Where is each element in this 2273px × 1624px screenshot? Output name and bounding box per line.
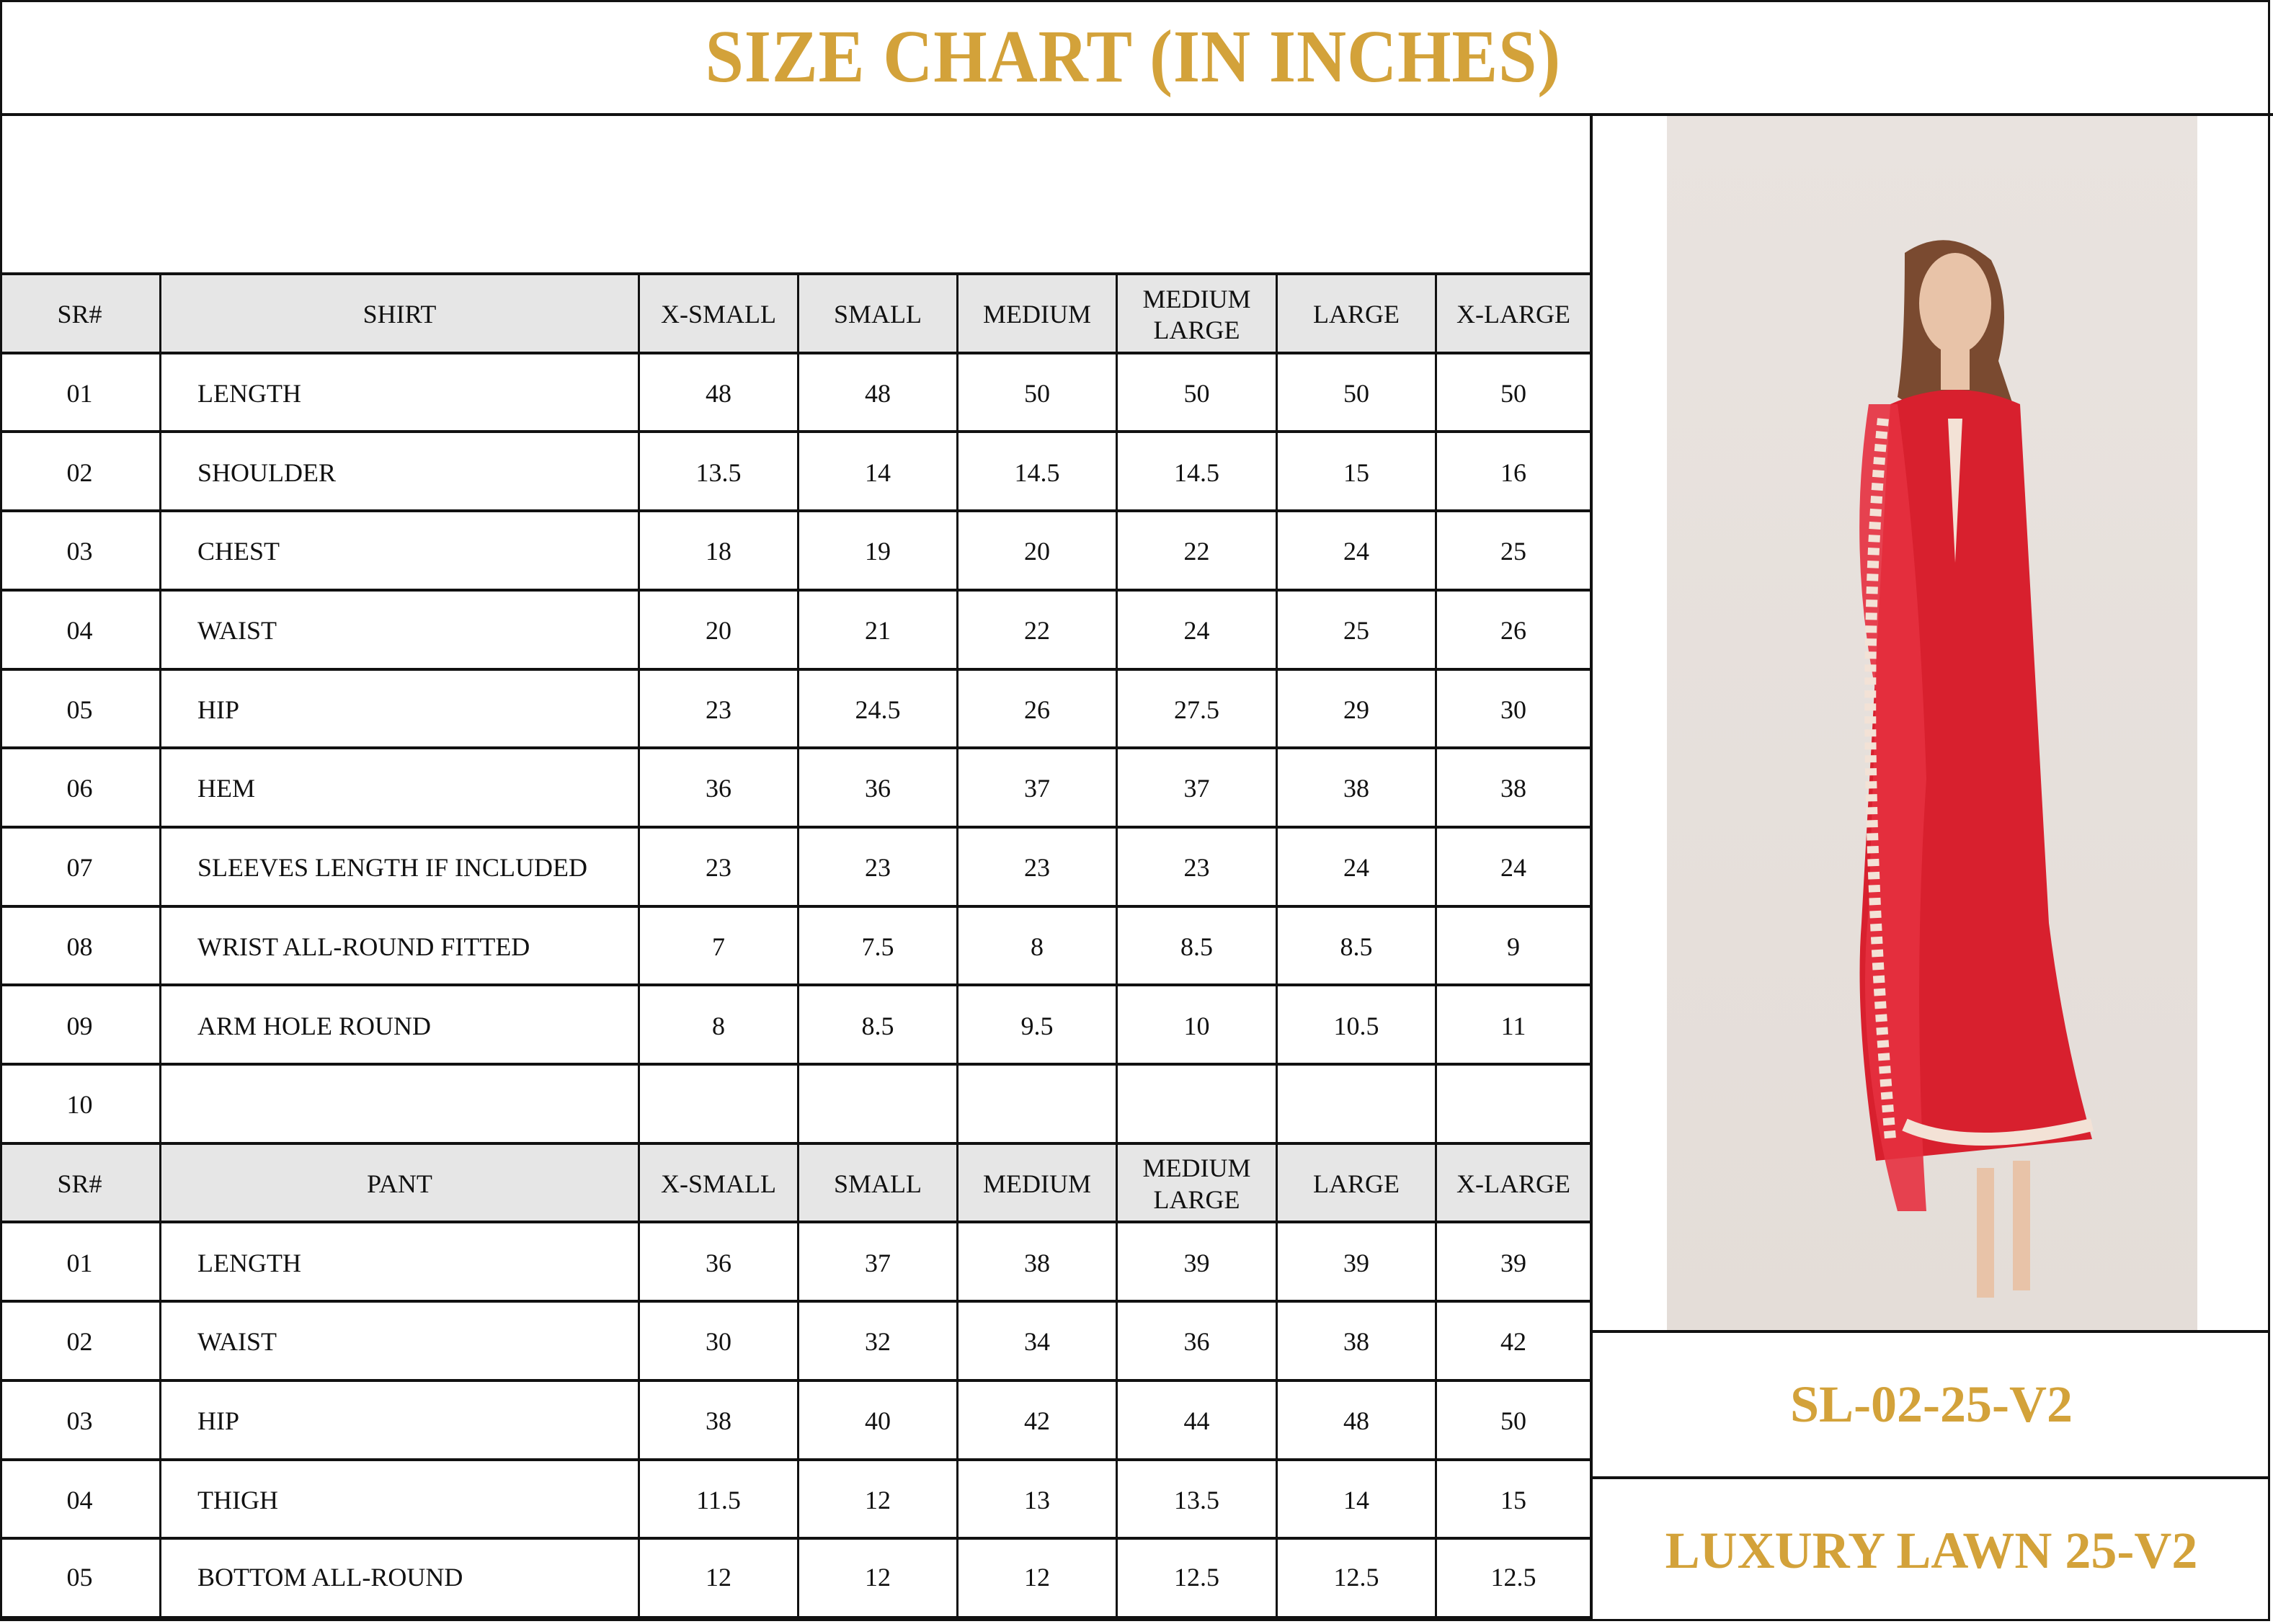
size-value-cell: 39 [1116, 1223, 1276, 1303]
size-value-cell: 50 [1116, 354, 1276, 434]
measurement-label-cell: HIP [159, 1382, 638, 1461]
size-value-cell: 44 [1116, 1382, 1276, 1461]
measurement-label-cell: THIGH [159, 1461, 638, 1540]
size-value-cell: 13 [956, 1461, 1116, 1540]
size-value-cell: 14 [797, 433, 956, 512]
sr-number-cell: 04 [66, 616, 93, 646]
size-value-cell: 50 [1276, 354, 1435, 434]
size-value-cell: 23 [797, 829, 956, 908]
size-value-cell: 38 [1276, 749, 1435, 829]
size-value-cell: 25 [1276, 592, 1435, 671]
size-value-cell: 12.5 [1435, 1540, 1593, 1616]
column-header: SHIRT [159, 275, 638, 354]
size-value-cell: 22 [956, 592, 1116, 671]
measurement-label-cell: CHEST [159, 512, 638, 592]
size-value-cell: 30 [1435, 671, 1593, 750]
sr-number-cell: 01 [66, 1248, 93, 1277]
column-header: X-SMALL [638, 275, 797, 354]
size-value-cell: 14.5 [1116, 433, 1276, 512]
size-value-cell: 8 [638, 986, 797, 1066]
size-value-cell: 24 [1116, 592, 1276, 671]
size-value-cell: 23 [1116, 829, 1276, 908]
size-value-cell: 25 [1435, 512, 1593, 592]
size-value-cell: 27.5 [1116, 671, 1276, 750]
column-header: SR# [57, 1169, 102, 1198]
size-value-cell: 50 [1435, 1382, 1593, 1461]
sr-number-cell: 07 [66, 853, 93, 883]
measurement-label-cell: WRIST ALL-ROUND FITTED [159, 908, 638, 987]
size-value-cell: 23 [638, 671, 797, 750]
size-value-cell: 38 [638, 1382, 797, 1461]
size-value-cell: 24 [1276, 512, 1435, 592]
size-value-cell: 37 [956, 749, 1116, 829]
size-value-cell: 37 [1116, 749, 1276, 829]
size-value-cell: 10 [1116, 986, 1276, 1066]
size-value-cell: 36 [638, 1223, 797, 1303]
size-value-cell: 23 [638, 829, 797, 908]
size-value-cell: 11 [1435, 986, 1593, 1066]
sr-number-cell: 05 [66, 1563, 93, 1592]
sr-number-cell: 03 [66, 537, 93, 566]
column-header: X-LARGE [1435, 275, 1593, 354]
column-header: SR# [57, 300, 102, 329]
column-header: SMALL [797, 1145, 956, 1224]
sr-number-cell: 06 [66, 774, 93, 803]
size-value-cell: 9 [1435, 908, 1593, 987]
column-header: MEDIUM [956, 275, 1116, 354]
size-value-cell: 11.5 [638, 1461, 797, 1540]
size-value-cell: 13.5 [1116, 1461, 1276, 1540]
size-value-cell: 8.5 [1116, 908, 1276, 987]
size-value-cell: 12 [956, 1540, 1116, 1616]
size-value-cell: 42 [956, 1382, 1116, 1461]
size-value-cell: 48 [1276, 1382, 1435, 1461]
size-value-cell: 26 [956, 671, 1116, 750]
measurement-label-cell: LENGTH [159, 1223, 638, 1303]
size-value-cell: 8 [956, 908, 1116, 987]
size-value-cell: 36 [797, 749, 956, 829]
measurement-label-cell: SLEEVES LENGTH IF INCLUDED [159, 829, 638, 908]
size-value-cell: 8.5 [1276, 908, 1435, 987]
sr-number-cell: 02 [66, 458, 93, 487]
size-value-cell: 18 [638, 512, 797, 592]
size-value-cell: 32 [797, 1303, 956, 1382]
sr-number-cell: 02 [66, 1327, 93, 1357]
measurement-label-cell: LENGTH [159, 354, 638, 434]
size-value-cell: 14.5 [956, 433, 1116, 512]
measurement-label-cell: SHOULDER [159, 433, 638, 512]
size-value-cell: 9.5 [956, 986, 1116, 1066]
product-code: SL-02-25-V2 [1593, 1330, 2270, 1476]
size-value-cell: 19 [797, 512, 956, 592]
size-value-cell: 14 [1276, 1461, 1435, 1540]
size-value-cell: 22 [1116, 512, 1276, 592]
sr-number-cell: 05 [66, 695, 93, 724]
size-value-cell: 38 [1276, 1303, 1435, 1382]
measurement-label-cell: HIP [159, 671, 638, 750]
size-value-cell: 16 [1435, 433, 1593, 512]
sr-number-cell: 04 [66, 1485, 93, 1514]
size-value-cell: 37 [797, 1223, 956, 1303]
size-value-cell: 24 [1435, 829, 1593, 908]
size-value-cell: 12.5 [1276, 1540, 1435, 1616]
measurement-label-cell: BOTTOM ALL-ROUND [159, 1540, 638, 1616]
size-value-cell: 13.5 [638, 433, 797, 512]
size-value-cell: 42 [1435, 1303, 1593, 1382]
size-value-cell: 20 [956, 512, 1116, 592]
column-header: SMALL [797, 275, 956, 354]
size-value-cell: 26 [1435, 592, 1593, 671]
size-value-cell: 39 [1276, 1223, 1435, 1303]
size-value-cell: 20 [638, 592, 797, 671]
size-value-cell: 10.5 [1276, 986, 1435, 1066]
size-value-cell: 30 [638, 1303, 797, 1382]
sr-number-cell: 09 [66, 1011, 93, 1040]
size-value-cell: 36 [1116, 1303, 1276, 1382]
size-value-cell: 15 [1276, 433, 1435, 512]
size-value-cell: 24.5 [797, 671, 956, 750]
size-value-cell: 39 [1435, 1223, 1593, 1303]
column-header: MEDIUM [956, 1145, 1116, 1224]
size-value-cell: 29 [1276, 671, 1435, 750]
size-value-cell: 48 [797, 354, 956, 434]
size-value-cell: 34 [956, 1303, 1116, 1382]
column-header: MEDIUM LARGE [1116, 1145, 1276, 1224]
size-value-cell: 50 [1435, 354, 1593, 434]
size-value-cell: 8.5 [797, 986, 956, 1066]
size-value-cell: 15 [1435, 1461, 1593, 1540]
collection-name: LUXURY LAWN 25-V2 [1593, 1476, 2270, 1623]
measurement-label-cell: WAIST [159, 1303, 638, 1382]
size-value-cell: 24 [1276, 829, 1435, 908]
sr-number-cell: 10 [66, 1090, 93, 1120]
size-chart-title: SIZE CHART (IN INCHES) [0, 0, 2273, 116]
column-header: X-SMALL [638, 1145, 797, 1224]
size-value-cell: 7 [638, 908, 797, 987]
column-header: LARGE [1276, 1145, 1435, 1224]
size-value-cell: 12 [797, 1461, 956, 1540]
sr-number-cell: 03 [66, 1406, 93, 1436]
measurement-label-cell: HEM [159, 749, 638, 829]
measurement-label-cell: WAIST [159, 592, 638, 671]
size-value-cell: 38 [956, 1223, 1116, 1303]
size-value-cell: 12 [638, 1540, 797, 1616]
sr-number-cell: 08 [66, 932, 93, 961]
column-header: MEDIUM LARGE [1116, 275, 1276, 354]
size-value-cell: 36 [638, 749, 797, 829]
size-value-cell: 23 [956, 829, 1116, 908]
column-header: X-LARGE [1435, 1145, 1593, 1224]
measurement-label-cell: ARM HOLE ROUND [159, 986, 638, 1066]
sr-number-cell: 01 [66, 378, 93, 408]
size-value-cell: 38 [1435, 749, 1593, 829]
column-header: LARGE [1276, 275, 1435, 354]
size-value-cell: 40 [797, 1382, 956, 1461]
size-value-cell: 48 [638, 354, 797, 434]
size-value-cell: 7.5 [797, 908, 956, 987]
size-value-cell: 12.5 [1116, 1540, 1276, 1616]
column-header: PANT [159, 1145, 638, 1224]
size-value-cell: 50 [956, 354, 1116, 434]
size-value-cell: 12 [797, 1540, 956, 1616]
size-value-cell: 21 [797, 592, 956, 671]
